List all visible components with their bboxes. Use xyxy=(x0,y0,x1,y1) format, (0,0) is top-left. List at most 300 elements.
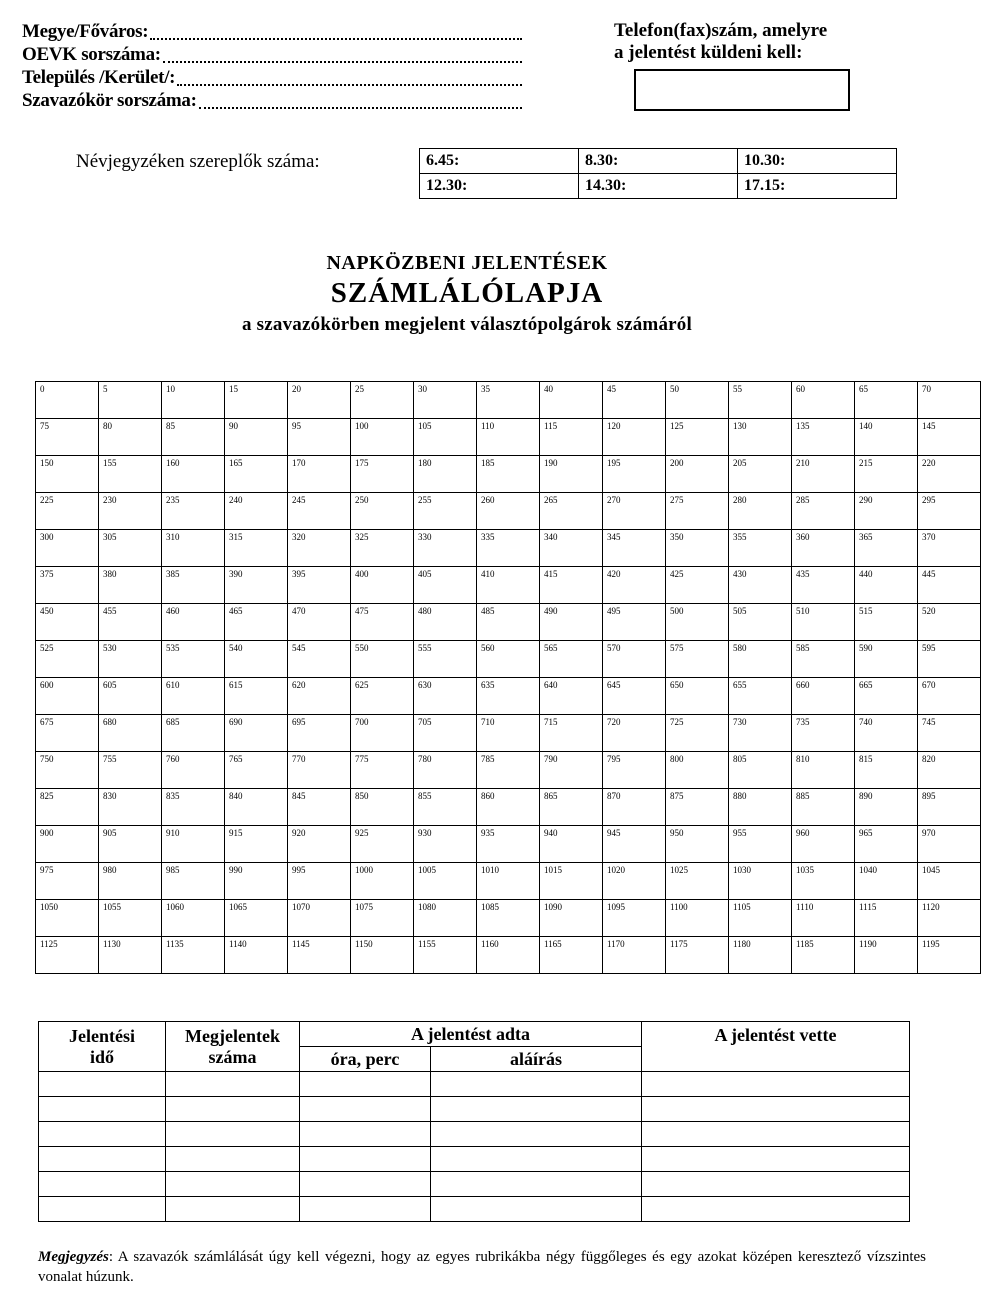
tally-cell[interactable]: 425 xyxy=(666,567,729,604)
tally-cell[interactable]: 330 xyxy=(414,530,477,567)
tally-cell[interactable]: 100 xyxy=(351,419,414,456)
tally-cell[interactable]: 130 xyxy=(729,419,792,456)
tally-cell[interactable]: 880 xyxy=(729,789,792,826)
tally-cell[interactable]: 105 xyxy=(414,419,477,456)
tally-cell[interactable]: 620 xyxy=(288,678,351,715)
tally-cell[interactable]: 265 xyxy=(540,493,603,530)
tally-cell[interactable]: 685 xyxy=(162,715,225,752)
report-row xyxy=(39,1097,910,1122)
tally-cell[interactable]: 650 xyxy=(666,678,729,715)
tally-cell[interactable]: 530 xyxy=(99,641,162,678)
tally-cell[interactable]: 760 xyxy=(162,752,225,789)
tally-cell[interactable]: 915 xyxy=(225,826,288,863)
tally-cell[interactable]: 195 xyxy=(603,456,666,493)
phone-input-box[interactable] xyxy=(634,69,850,111)
tally-cell[interactable]: 1035 xyxy=(792,863,855,900)
tally-cell[interactable]: 135 xyxy=(792,419,855,456)
tally-cell[interactable]: 1025 xyxy=(666,863,729,900)
tally-cell[interactable]: 605 xyxy=(99,678,162,715)
tally-cell[interactable]: 270 xyxy=(603,493,666,530)
tally-cell[interactable]: 445 xyxy=(918,567,981,604)
tally-cell[interactable]: 305 xyxy=(99,530,162,567)
time-cell[interactable]: 17.15: xyxy=(738,174,897,199)
tally-cell[interactable]: 280 xyxy=(729,493,792,530)
report-cell[interactable] xyxy=(642,1097,910,1122)
tally-cell[interactable]: 230 xyxy=(99,493,162,530)
tally-cell[interactable]: 150 xyxy=(36,456,99,493)
tally-cell[interactable]: 1055 xyxy=(99,900,162,937)
tally-cell[interactable]: 540 xyxy=(225,641,288,678)
tally-cell[interactable]: 20 xyxy=(288,382,351,419)
tally-cell[interactable]: 290 xyxy=(855,493,918,530)
tally-cell[interactable]: 565 xyxy=(540,641,603,678)
tally-cell[interactable]: 1060 xyxy=(162,900,225,937)
tally-row xyxy=(36,567,981,604)
tally-cell[interactable]: 835 xyxy=(162,789,225,826)
tally-cell[interactable]: 755 xyxy=(99,752,162,789)
tally-cell[interactable]: 65 xyxy=(855,382,918,419)
tally-cell[interactable]: 825 xyxy=(36,789,99,826)
tally-cell[interactable]: 1020 xyxy=(603,863,666,900)
tally-cell[interactable]: 910 xyxy=(162,826,225,863)
tally-cell[interactable]: 640 xyxy=(540,678,603,715)
time-cell[interactable]: 12.30: xyxy=(420,174,579,199)
tally-cell[interactable]: 875 xyxy=(666,789,729,826)
tally-cell[interactable]: 90 xyxy=(225,419,288,456)
tally-cell[interactable]: 390 xyxy=(225,567,288,604)
tally-cell[interactable]: 1110 xyxy=(792,900,855,937)
report-cell[interactable] xyxy=(39,1197,166,1222)
tally-cell[interactable]: 610 xyxy=(162,678,225,715)
tally-cell[interactable]: 180 xyxy=(414,456,477,493)
report-cell[interactable] xyxy=(39,1122,166,1147)
tally-cell[interactable]: 255 xyxy=(414,493,477,530)
tally-cell[interactable]: 220 xyxy=(918,456,981,493)
tally-cell[interactable]: 1185 xyxy=(792,937,855,974)
report-cell[interactable] xyxy=(300,1122,431,1147)
tally-cell[interactable]: 550 xyxy=(351,641,414,678)
tally-cell[interactable]: 635 xyxy=(477,678,540,715)
time-cell[interactable]: 10.30: xyxy=(738,149,897,174)
tally-cell[interactable]: 720 xyxy=(603,715,666,752)
tally-cell[interactable]: 780 xyxy=(414,752,477,789)
tally-cell[interactable]: 1120 xyxy=(918,900,981,937)
tally-cell[interactable]: 10 xyxy=(162,382,225,419)
oevk-label: OEVK sorszáma: xyxy=(22,44,161,65)
tally-cell[interactable]: 350 xyxy=(666,530,729,567)
tally-cell[interactable]: 190 xyxy=(540,456,603,493)
tally-cell[interactable]: 5 xyxy=(99,382,162,419)
tally-cell[interactable]: 440 xyxy=(855,567,918,604)
tally-cell[interactable]: 895 xyxy=(918,789,981,826)
tally-cell[interactable]: 95 xyxy=(288,419,351,456)
tally-cell[interactable]: 115 xyxy=(540,419,603,456)
tally-cell[interactable]: 25 xyxy=(351,382,414,419)
tally-cell[interactable]: 1010 xyxy=(477,863,540,900)
report-cell[interactable] xyxy=(300,1147,431,1172)
tally-cell[interactable]: 1115 xyxy=(855,900,918,937)
tally-cell[interactable]: 1180 xyxy=(729,937,792,974)
oevk-field[interactable] xyxy=(22,43,522,66)
tally-cell[interactable]: 660 xyxy=(792,678,855,715)
tally-cell[interactable]: 935 xyxy=(477,826,540,863)
tally-cell[interactable]: 855 xyxy=(414,789,477,826)
tally-cell[interactable]: 320 xyxy=(288,530,351,567)
tally-cell[interactable]: 165 xyxy=(225,456,288,493)
tally-cell[interactable]: 365 xyxy=(855,530,918,567)
tally-cell[interactable]: 495 xyxy=(603,604,666,641)
tally-cell[interactable]: 1165 xyxy=(540,937,603,974)
tally-cell[interactable]: 700 xyxy=(351,715,414,752)
tally-cell[interactable]: 235 xyxy=(162,493,225,530)
county-field[interactable] xyxy=(22,20,522,43)
tally-cell[interactable]: 630 xyxy=(414,678,477,715)
tally-cell[interactable]: 455 xyxy=(99,604,162,641)
footnote xyxy=(38,1247,926,1287)
tally-cell[interactable]: 1190 xyxy=(855,937,918,974)
tally-cell[interactable]: 500 xyxy=(666,604,729,641)
tally-cell[interactable]: 845 xyxy=(288,789,351,826)
tally-cell[interactable]: 950 xyxy=(666,826,729,863)
tally-cell[interactable]: 885 xyxy=(792,789,855,826)
tally-cell[interactable]: 625 xyxy=(351,678,414,715)
tally-cell[interactable]: 1070 xyxy=(288,900,351,937)
tally-cell[interactable]: 1040 xyxy=(855,863,918,900)
tally-cell[interactable]: 750 xyxy=(36,752,99,789)
tally-row xyxy=(36,826,981,863)
tally-cell[interactable]: 545 xyxy=(288,641,351,678)
tally-cell[interactable]: 525 xyxy=(36,641,99,678)
tally-cell[interactable]: 1145 xyxy=(288,937,351,974)
report-cell[interactable] xyxy=(642,1072,910,1097)
tally-cell[interactable]: 680 xyxy=(99,715,162,752)
tally-cell[interactable]: 790 xyxy=(540,752,603,789)
tally-cell[interactable]: 710 xyxy=(477,715,540,752)
tally-cell[interactable]: 745 xyxy=(918,715,981,752)
tally-cell[interactable]: 815 xyxy=(855,752,918,789)
tally-cell[interactable]: 315 xyxy=(225,530,288,567)
tally-cell[interactable]: 45 xyxy=(603,382,666,419)
polling-station-field[interactable] xyxy=(22,89,522,112)
tally-row xyxy=(36,456,981,493)
tally-cell[interactable]: 185 xyxy=(477,456,540,493)
tally-cell[interactable]: 35 xyxy=(477,382,540,419)
report-cell[interactable] xyxy=(642,1197,910,1222)
tally-cell[interactable]: 375 xyxy=(36,567,99,604)
tally-cell[interactable]: 645 xyxy=(603,678,666,715)
tally-cell[interactable]: 215 xyxy=(855,456,918,493)
tally-cell[interactable]: 200 xyxy=(666,456,729,493)
tally-cell[interactable]: 30 xyxy=(414,382,477,419)
tally-cell[interactable]: 145 xyxy=(918,419,981,456)
tally-cell[interactable]: 785 xyxy=(477,752,540,789)
tally-cell[interactable]: 155 xyxy=(99,456,162,493)
tally-cell[interactable]: 705 xyxy=(414,715,477,752)
tally-cell[interactable]: 940 xyxy=(540,826,603,863)
tally-cell[interactable]: 1195 xyxy=(918,937,981,974)
tally-cell[interactable]: 125 xyxy=(666,419,729,456)
footnote-label: Megjegyzés xyxy=(38,1249,109,1265)
tally-cell[interactable]: 515 xyxy=(855,604,918,641)
tally-cell[interactable]: 570 xyxy=(603,641,666,678)
tally-cell[interactable]: 850 xyxy=(351,789,414,826)
tally-cell[interactable]: 615 xyxy=(225,678,288,715)
tally-cell[interactable]: 775 xyxy=(351,752,414,789)
tally-row xyxy=(36,604,981,641)
tally-cell[interactable]: 340 xyxy=(540,530,603,567)
tally-cell[interactable]: 930 xyxy=(414,826,477,863)
tally-cell[interactable]: 370 xyxy=(918,530,981,567)
tally-cell[interactable]: 285 xyxy=(792,493,855,530)
report-cell[interactable] xyxy=(300,1097,431,1122)
report-cell[interactable] xyxy=(39,1172,166,1197)
tally-cell[interactable]: 385 xyxy=(162,567,225,604)
tally-cell[interactable]: 160 xyxy=(162,456,225,493)
tally-cell[interactable]: 975 xyxy=(36,863,99,900)
tally-cell[interactable]: 395 xyxy=(288,567,351,604)
tally-cell[interactable]: 1130 xyxy=(99,937,162,974)
tally-cell[interactable]: 860 xyxy=(477,789,540,826)
tally-cell[interactable]: 1045 xyxy=(918,863,981,900)
tally-cell[interactable]: 360 xyxy=(792,530,855,567)
tally-cell[interactable]: 475 xyxy=(351,604,414,641)
tally-cell[interactable]: 295 xyxy=(918,493,981,530)
tally-cell[interactable]: 675 xyxy=(36,715,99,752)
tally-cell[interactable]: 1000 xyxy=(351,863,414,900)
tally-cell[interactable]: 575 xyxy=(666,641,729,678)
tally-cell[interactable]: 920 xyxy=(288,826,351,863)
report-cell[interactable] xyxy=(300,1172,431,1197)
tally-cell[interactable]: 945 xyxy=(603,826,666,863)
tally-cell[interactable]: 355 xyxy=(729,530,792,567)
tally-cell[interactable]: 820 xyxy=(918,752,981,789)
tally-cell[interactable]: 805 xyxy=(729,752,792,789)
report-cell[interactable] xyxy=(300,1197,431,1222)
tally-cell[interactable]: 1015 xyxy=(540,863,603,900)
tally-cell[interactable]: 485 xyxy=(477,604,540,641)
report-cell[interactable] xyxy=(166,1147,300,1172)
title-line2: SZÁMLÁLÓLAPJA xyxy=(330,277,604,309)
tally-cell[interactable]: 990 xyxy=(225,863,288,900)
report-cell[interactable] xyxy=(166,1072,300,1097)
tally-cell[interactable]: 110 xyxy=(477,419,540,456)
tally-cell[interactable]: 900 xyxy=(36,826,99,863)
tally-cell[interactable]: 420 xyxy=(603,567,666,604)
report-cell[interactable] xyxy=(39,1072,166,1097)
report-cell[interactable] xyxy=(431,1197,642,1222)
tally-cell[interactable]: 890 xyxy=(855,789,918,826)
tally-cell[interactable]: 985 xyxy=(162,863,225,900)
tally-cell[interactable]: 1030 xyxy=(729,863,792,900)
tally-cell[interactable]: 800 xyxy=(666,752,729,789)
tally-cell[interactable]: 505 xyxy=(729,604,792,641)
report-cell[interactable] xyxy=(166,1172,300,1197)
tally-cell[interactable]: 600 xyxy=(36,678,99,715)
tally-cell[interactable]: 170 xyxy=(288,456,351,493)
tally-cell[interactable]: 840 xyxy=(225,789,288,826)
report-cell[interactable] xyxy=(431,1147,642,1172)
tally-cell[interactable]: 580 xyxy=(729,641,792,678)
report-cell[interactable] xyxy=(431,1097,642,1122)
tally-grid xyxy=(35,381,981,974)
tally-cell[interactable]: 415 xyxy=(540,567,603,604)
tally-cell[interactable]: 595 xyxy=(918,641,981,678)
tally-cell[interactable]: 690 xyxy=(225,715,288,752)
tally-cell[interactable]: 55 xyxy=(729,382,792,419)
tally-row xyxy=(36,641,981,678)
tally-cell[interactable]: 80 xyxy=(99,419,162,456)
tally-cell[interactable]: 1050 xyxy=(36,900,99,937)
tally-cell[interactable]: 1170 xyxy=(603,937,666,974)
tally-cell[interactable]: 50 xyxy=(666,382,729,419)
tally-cell[interactable]: 120 xyxy=(603,419,666,456)
tally-cell[interactable]: 430 xyxy=(729,567,792,604)
tally-cell[interactable]: 490 xyxy=(540,604,603,641)
tally-cell[interactable]: 435 xyxy=(792,567,855,604)
report-cell[interactable] xyxy=(39,1097,166,1122)
tally-cell[interactable]: 670 xyxy=(918,678,981,715)
report-cell[interactable] xyxy=(300,1072,431,1097)
tally-cell[interactable]: 960 xyxy=(792,826,855,863)
tally-cell[interactable]: 965 xyxy=(855,826,918,863)
tally-cell[interactable]: 225 xyxy=(36,493,99,530)
tally-cell[interactable]: 1150 xyxy=(351,937,414,974)
tally-cell[interactable]: 665 xyxy=(855,678,918,715)
tally-cell[interactable]: 795 xyxy=(603,752,666,789)
tally-cell[interactable]: 730 xyxy=(729,715,792,752)
report-sender-header: A jelentést adta xyxy=(300,1022,642,1047)
report-cell[interactable] xyxy=(642,1122,910,1147)
tally-cell[interactable]: 740 xyxy=(855,715,918,752)
time-cell[interactable]: 14.30: xyxy=(579,174,738,199)
tally-cell[interactable]: 905 xyxy=(99,826,162,863)
tally-cell[interactable]: 175 xyxy=(351,456,414,493)
tally-cell[interactable]: 400 xyxy=(351,567,414,604)
tally-cell[interactable]: 830 xyxy=(99,789,162,826)
report-cell[interactable] xyxy=(642,1147,910,1172)
time-cell[interactable]: 8.30: xyxy=(579,149,738,174)
tally-cell[interactable]: 480 xyxy=(414,604,477,641)
tally-cell[interactable]: 1080 xyxy=(414,900,477,937)
tally-cell[interactable]: 1155 xyxy=(414,937,477,974)
report-row xyxy=(39,1147,910,1172)
tally-cell[interactable]: 590 xyxy=(855,641,918,678)
tally-cell[interactable]: 1090 xyxy=(540,900,603,937)
tally-cell[interactable]: 555 xyxy=(414,641,477,678)
tally-cell[interactable]: 310 xyxy=(162,530,225,567)
tally-cell[interactable]: 15 xyxy=(225,382,288,419)
tally-cell[interactable]: 520 xyxy=(918,604,981,641)
tally-cell[interactable]: 865 xyxy=(540,789,603,826)
tally-cell[interactable]: 1065 xyxy=(225,900,288,937)
tally-cell[interactable]: 735 xyxy=(792,715,855,752)
tally-cell[interactable]: 765 xyxy=(225,752,288,789)
tally-cell[interactable]: 1160 xyxy=(477,937,540,974)
tally-cell[interactable]: 260 xyxy=(477,493,540,530)
tally-cell[interactable]: 140 xyxy=(855,419,918,456)
tally-cell[interactable]: 465 xyxy=(225,604,288,641)
tally-cell[interactable]: 560 xyxy=(477,641,540,678)
tally-cell[interactable]: 210 xyxy=(792,456,855,493)
tally-cell[interactable]: 205 xyxy=(729,456,792,493)
report-cell[interactable] xyxy=(166,1197,300,1222)
tally-cell[interactable]: 1135 xyxy=(162,937,225,974)
tally-cell[interactable]: 75 xyxy=(36,419,99,456)
tally-cell[interactable]: 995 xyxy=(288,863,351,900)
tally-cell[interactable]: 40 xyxy=(540,382,603,419)
tally-cell[interactable]: 1100 xyxy=(666,900,729,937)
report-cell[interactable] xyxy=(166,1097,300,1122)
voters-time-table xyxy=(419,148,897,199)
tally-row xyxy=(36,678,981,715)
tally-cell[interactable]: 345 xyxy=(603,530,666,567)
tally-cell[interactable]: 240 xyxy=(225,493,288,530)
tally-cell[interactable]: 1175 xyxy=(666,937,729,974)
tally-cell[interactable]: 0 xyxy=(36,382,99,419)
tally-cell[interactable]: 925 xyxy=(351,826,414,863)
tally-cell[interactable]: 1075 xyxy=(351,900,414,937)
tally-cell[interactable]: 300 xyxy=(36,530,99,567)
tally-cell[interactable]: 715 xyxy=(540,715,603,752)
tally-cell[interactable]: 405 xyxy=(414,567,477,604)
time-cell[interactable]: 6.45: xyxy=(420,149,579,174)
tally-cell[interactable]: 250 xyxy=(351,493,414,530)
tally-cell[interactable]: 1125 xyxy=(36,937,99,974)
tally-row xyxy=(36,937,981,974)
tally-cell[interactable]: 870 xyxy=(603,789,666,826)
report-cell[interactable] xyxy=(642,1172,910,1197)
tally-cell[interactable]: 585 xyxy=(792,641,855,678)
report-cell[interactable] xyxy=(431,1072,642,1097)
tally-cell[interactable]: 450 xyxy=(36,604,99,641)
tally-cell[interactable]: 655 xyxy=(729,678,792,715)
tally-cell[interactable]: 460 xyxy=(162,604,225,641)
tally-cell[interactable]: 1005 xyxy=(414,863,477,900)
tally-cell[interactable]: 535 xyxy=(162,641,225,678)
report-cell[interactable] xyxy=(431,1122,642,1147)
tally-cell[interactable]: 410 xyxy=(477,567,540,604)
tally-cell[interactable]: 955 xyxy=(729,826,792,863)
report-cell[interactable] xyxy=(431,1172,642,1197)
tally-cell[interactable]: 85 xyxy=(162,419,225,456)
tally-cell[interactable]: 275 xyxy=(666,493,729,530)
tally-cell[interactable]: 510 xyxy=(792,604,855,641)
tally-cell[interactable]: 470 xyxy=(288,604,351,641)
tally-row xyxy=(36,382,981,419)
tally-cell[interactable]: 1105 xyxy=(729,900,792,937)
tally-cell[interactable]: 810 xyxy=(792,752,855,789)
tally-cell[interactable]: 335 xyxy=(477,530,540,567)
tally-cell[interactable]: 725 xyxy=(666,715,729,752)
tally-cell[interactable]: 325 xyxy=(351,530,414,567)
title-line3: a szavazókörben megjelent választópolgárok számáról xyxy=(242,314,692,335)
tally-row xyxy=(36,752,981,789)
tally-cell[interactable]: 380 xyxy=(99,567,162,604)
tally-cell[interactable]: 1085 xyxy=(477,900,540,937)
tally-cell[interactable]: 980 xyxy=(99,863,162,900)
report-cell[interactable] xyxy=(39,1147,166,1172)
tally-cell[interactable]: 770 xyxy=(288,752,351,789)
tally-cell[interactable]: 970 xyxy=(918,826,981,863)
report-cell[interactable] xyxy=(166,1122,300,1147)
settlement-field[interactable] xyxy=(22,66,522,89)
tally-cell[interactable]: 1095 xyxy=(603,900,666,937)
tally-cell[interactable]: 1140 xyxy=(225,937,288,974)
tally-cell[interactable]: 70 xyxy=(918,382,981,419)
tally-cell[interactable]: 245 xyxy=(288,493,351,530)
tally-cell[interactable]: 695 xyxy=(288,715,351,752)
tally-cell[interactable]: 60 xyxy=(792,382,855,419)
